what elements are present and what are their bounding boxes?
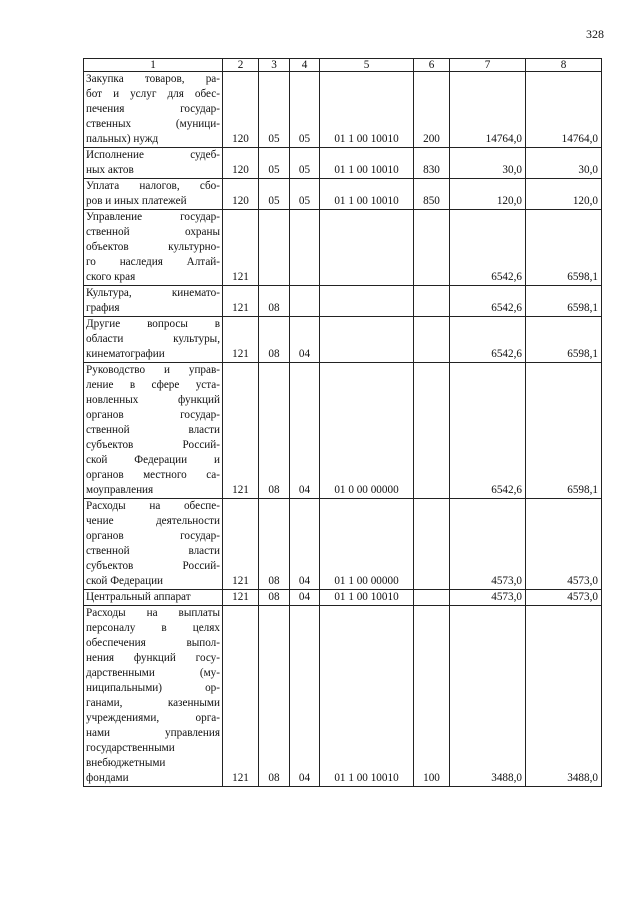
section-cell: 05 [259,72,290,148]
table-row [84,286,602,317]
item-name-line: ров и иных платежей [86,195,187,207]
table-row [84,317,602,363]
amount-cell: 6542,6 [450,317,526,363]
item-name-line: Расходы на выплаты [86,607,220,619]
target-article-cell: 01 1 00 10010 [320,148,414,179]
target-article-cell: 01 1 00 10010 [320,590,414,606]
item-name-line: ской Федерации [86,575,164,587]
table-row [84,210,602,286]
table-row [84,606,602,787]
amount-cell: 120,0 [450,179,526,210]
amount-cell: 4573,0 [526,499,602,590]
expense-type-cell [414,317,450,363]
table-row [84,363,602,499]
item-name-line: органов местного са- [86,469,220,481]
expense-type-cell: 830 [414,148,450,179]
amount-cell: 6598,1 [526,210,602,286]
item-name-line: объектов культурно- [86,241,220,253]
item-name-line: Центральный аппарат [86,591,191,603]
amount-cell: 14764,0 [526,72,602,148]
item-name-line: моуправления [86,484,154,496]
item-name-line: ского края [86,271,136,283]
expense-type-cell: 850 [414,179,450,210]
ved-cell: 121 [223,210,259,286]
amount-cell: 6598,1 [526,286,602,317]
column-header: 8 [526,59,602,72]
item-name-line: Исполнение судеб- [86,149,220,161]
item-name-line: органов государ- [86,530,220,542]
section-cell: 08 [259,606,290,787]
item-name-line: новленных функций [86,394,220,406]
subsection-cell: 04 [290,590,320,606]
item-name-line: ных актов [86,164,134,176]
column-header: 7 [450,59,526,72]
column-header: 2 [223,59,259,72]
ved-cell: 120 [223,179,259,210]
amount-cell: 6542,6 [450,363,526,499]
table-row [84,499,602,590]
item-name-cell [84,317,223,363]
table-row [84,148,602,179]
page-number: 328 [586,27,604,41]
item-name-line: Другие вопросы в [86,318,220,330]
table-header-row [84,59,602,72]
subsection-cell: 05 [290,72,320,148]
item-name-line: Уплата налогов, сбо- [86,180,220,192]
item-name-line: субъектов Россий- [86,560,220,572]
amount-cell: 6542,6 [450,286,526,317]
item-name-cell [84,72,223,148]
item-name-line: ственных (муници- [86,118,220,130]
amount-cell: 6542,6 [450,210,526,286]
ved-cell: 121 [223,590,259,606]
budget-table [83,58,602,787]
target-article-cell: 01 1 00 00000 [320,499,414,590]
target-article-cell [320,317,414,363]
subsection-cell: 04 [290,317,320,363]
section-cell: 08 [259,363,290,499]
item-name-cell [84,499,223,590]
item-name-line: ственной власти [86,545,220,557]
item-name-line: субъектов Россий- [86,439,220,451]
expense-type-cell [414,286,450,317]
subsection-cell: 04 [290,499,320,590]
amount-cell: 4573,0 [450,590,526,606]
column-header: 1 [84,59,223,72]
item-name-line: Расходы на обеспе- [86,500,220,512]
subsection-cell [290,210,320,286]
amount-cell: 120,0 [526,179,602,210]
section-cell: 05 [259,179,290,210]
item-name-line: пальных) нужд [86,133,159,145]
item-name-cell [84,286,223,317]
item-name-line: ление в сфере уста- [86,379,220,391]
target-article-cell: 01 0 00 00000 [320,363,414,499]
ved-cell: 121 [223,363,259,499]
item-name-line: учреждениями, орга- [86,712,220,724]
item-name-cell [84,210,223,286]
expense-type-cell: 100 [414,606,450,787]
target-article-cell [320,286,414,317]
item-name-line: персоналу в целях [86,622,220,634]
subsection-cell: 04 [290,363,320,499]
item-name-line: печения государ- [86,103,220,115]
item-name-line: ственной охраны [86,226,220,238]
table-body [84,59,602,787]
item-name-line: чение деятельности [86,515,220,527]
section-cell: 05 [259,148,290,179]
expense-type-cell [414,590,450,606]
item-name-line: области культуры, [86,333,220,345]
item-name-line: Руководство и управ- [86,364,220,376]
amount-cell: 4573,0 [450,499,526,590]
section-cell [259,210,290,286]
target-article-cell [320,210,414,286]
expense-type-cell [414,363,450,499]
item-name-line: кинематографии [86,348,165,360]
target-article-cell: 01 1 00 10010 [320,179,414,210]
column-header: 6 [414,59,450,72]
item-name-cell [84,590,223,606]
item-name-cell [84,148,223,179]
item-name-line: государственными [86,742,175,754]
item-name-line: Закупка товаров, ра- [86,73,220,85]
item-name-line: дарственными (му- [86,667,220,679]
ved-cell: 121 [223,286,259,317]
column-header: 3 [259,59,290,72]
amount-cell: 14764,0 [450,72,526,148]
amount-cell: 6598,1 [526,363,602,499]
ved-cell: 120 [223,72,259,148]
section-cell: 08 [259,286,290,317]
section-cell: 08 [259,499,290,590]
expense-type-cell: 200 [414,72,450,148]
table-row [84,590,602,606]
expense-type-cell [414,210,450,286]
column-header: 5 [320,59,414,72]
item-name-line: бот и услуг для обес- [86,88,220,100]
item-name-cell [84,179,223,210]
item-name-cell [84,363,223,499]
item-name-line: ганами, казенными [86,697,220,709]
amount-cell: 6598,1 [526,317,602,363]
amount-cell: 3488,0 [450,606,526,787]
target-article-cell: 01 1 00 10010 [320,72,414,148]
subsection-cell [290,286,320,317]
target-article-cell: 01 1 00 10010 [320,606,414,787]
ved-cell: 120 [223,148,259,179]
item-name-cell [84,606,223,787]
subsection-cell: 05 [290,179,320,210]
subsection-cell: 05 [290,148,320,179]
item-name-line: органов государ- [86,409,220,421]
item-name-line: внебюджетными [86,757,166,769]
table-row [84,72,602,148]
item-name-line: обеспечения выпол- [86,637,220,649]
item-name-line: ниципальными) ор- [86,682,220,694]
table-row [84,179,602,210]
item-name-line: фондами [86,772,129,784]
ved-cell: 121 [223,499,259,590]
amount-cell: 30,0 [450,148,526,179]
item-name-line: нами управления [86,727,220,739]
section-cell: 08 [259,317,290,363]
column-header: 4 [290,59,320,72]
item-name-line: нения функций госу- [86,652,220,664]
item-name-line: Культура, кинемато- [86,287,220,299]
amount-cell: 4573,0 [526,590,602,606]
ved-cell: 121 [223,606,259,787]
ved-cell: 121 [223,317,259,363]
amount-cell: 30,0 [526,148,602,179]
subsection-cell: 04 [290,606,320,787]
amount-cell: 3488,0 [526,606,602,787]
expense-type-cell [414,499,450,590]
item-name-line: Управление государ- [86,211,220,223]
item-name-line: ственной власти [86,424,220,436]
item-name-line: ской Федерации и [86,454,220,466]
item-name-line: графия [86,302,120,314]
item-name-line: го наследия Алтай- [86,256,220,268]
section-cell: 08 [259,590,290,606]
